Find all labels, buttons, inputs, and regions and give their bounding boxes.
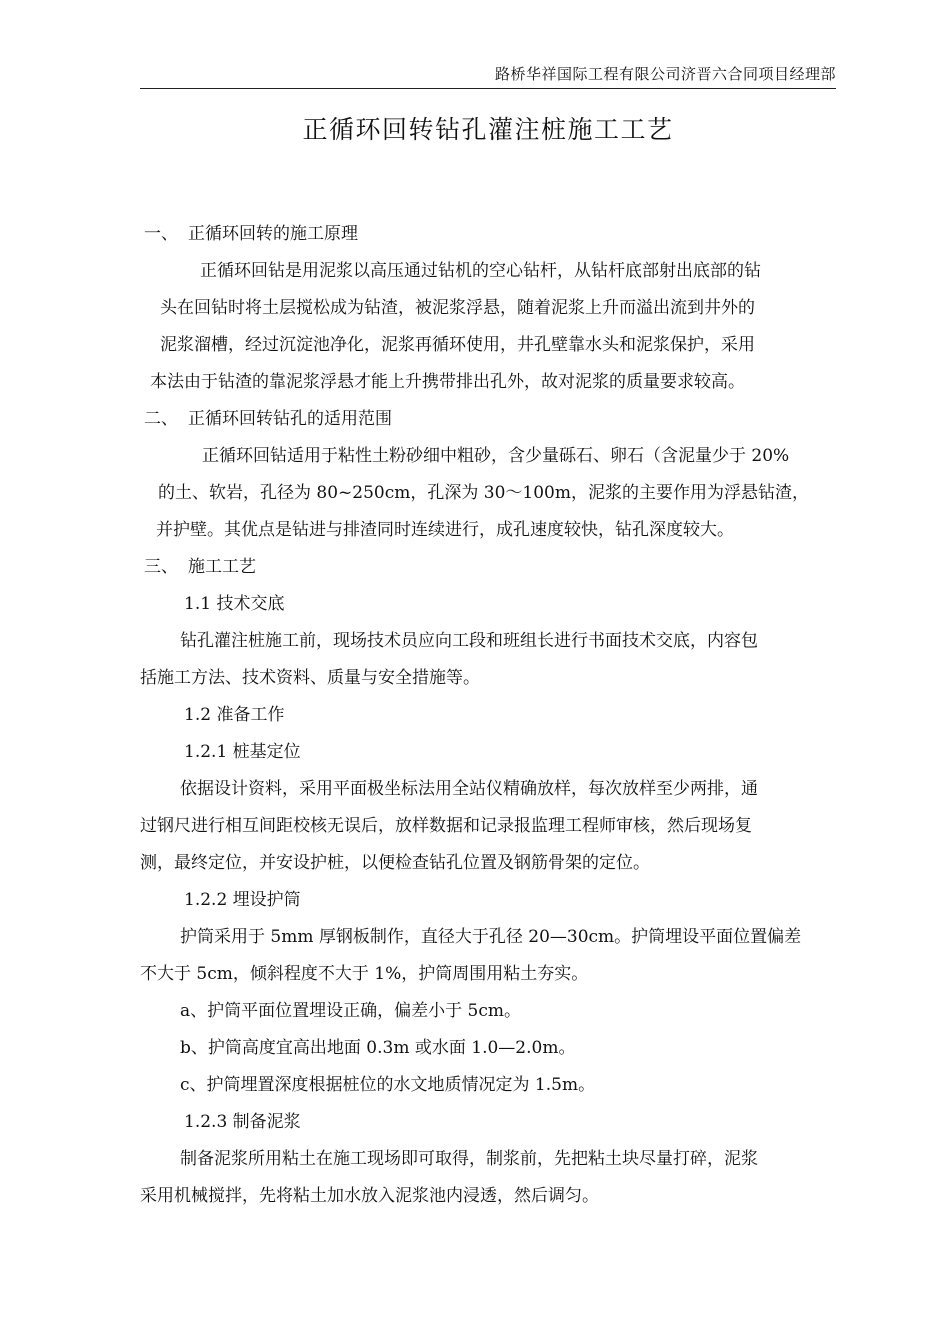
paragraph-line: 不大于 5cm，倾斜程度不大于 1%，护筒周围用粘土夯实。	[140, 964, 589, 984]
list-item-c: c、护筒埋置深度根据桩位的水文地质情况定为 1.5m。	[180, 1075, 596, 1095]
document-body	[140, 216, 836, 1215]
subsection-heading-1-2-2: 1.2.2 埋设护筒	[184, 890, 301, 910]
page-header: 路桥华祥国际工程有限公司济晋六合同项目经理部	[494, 65, 836, 83]
paragraph-line: 的土、软岩，孔径为 80~250cm，孔深为 30～100m，泥浆的主要作用为浮悬钻渣，	[158, 483, 809, 503]
section-heading-3	[140, 549, 836, 586]
paragraph-line: 钻孔灌注桩施工前，现场技术员应向工段和班组长进行书面技术交底，内容包	[180, 631, 758, 651]
section-number: 二、	[144, 409, 178, 429]
paragraph-line: 过钢尺进行相互间距校核无误后，放样数据和记录报监理工程师审核，然后现场复	[140, 816, 752, 836]
paragraph-line: 本法由于钻渣的靠泥浆浮悬才能上升携带排出孔外，故对泥浆的质量要求较高。	[150, 372, 745, 392]
section-heading-1	[140, 216, 836, 253]
paragraph-line: 采用机械搅拌，先将粘土加水放入泥浆池内浸透，然后调匀。	[140, 1186, 599, 1206]
list-item-a: a、护筒平面位置埋设正确，偏差小于 5cm。	[180, 1001, 521, 1021]
subsection-heading-1-2-1: 1.2.1 桩基定位	[184, 742, 301, 762]
section-heading-2	[140, 401, 836, 438]
section-title: 正循环回转钻孔的适用范围	[188, 409, 392, 429]
section-number: 一、	[144, 224, 178, 244]
paragraph-line: 制备泥浆所用粘土在施工现场即可取得，制浆前，先把粘土块尽量打碎，泥浆	[180, 1149, 758, 1169]
header-divider	[140, 88, 836, 89]
subsection-heading-1-1: 1.1 技术交底	[184, 594, 285, 614]
paragraph-line: 正循环回钻适用于粘性土粉砂细中粗砂，含少量砾石、卵石（含泥量少于 20%	[202, 446, 790, 466]
subsection-heading-1-2: 1.2 准备工作	[184, 705, 285, 725]
paragraph-line: 头在回钻时将土层搅松成为钻渣，被泥浆浮悬，随着泥浆上升而溢出流到井外的	[160, 298, 755, 318]
section-title: 正循环回转的施工原理	[188, 224, 358, 244]
paragraph-line: 测，最终定位，并安设护桩，以便检查钻孔位置及钢筋骨架的定位。	[140, 853, 650, 873]
paragraph-line: 护筒采用于 5mm 厚钢板制作，直径大于孔径 20—30cm。护筒埋设平面位置偏差	[180, 927, 802, 947]
paragraph-line: 并护壁。其优点是钻进与排渣同时连续进行，成孔速度较快，钻孔深度较大。	[156, 520, 734, 540]
paragraph-line: 泥浆溜槽，经过沉淀池净化，泥浆再循环使用，井孔壁靠水头和泥浆保护，采用	[160, 335, 755, 355]
list-item-b: b、护筒高度宜高出地面 0.3m 或水面 1.0—2.0m。	[180, 1038, 576, 1058]
document-title: 正循环回转钻孔灌注桩施工工艺	[302, 115, 674, 144]
subsection-heading-1-2-3: 1.2.3 制备泥浆	[184, 1112, 301, 1132]
section-number: 三、	[144, 557, 178, 577]
paragraph-line: 括施工方法、技术资料、质量与安全措施等。	[140, 668, 480, 688]
paragraph-line: 依据设计资料，采用平面极坐标法用全站仪精确放样，每次放样至少两排，通	[180, 779, 758, 799]
paragraph-line: 正循环回钻是用泥浆以高压通过钻机的空心钻杆，从钻杆底部射出底部的钻	[200, 261, 761, 281]
section-title: 施工工艺	[188, 557, 256, 577]
